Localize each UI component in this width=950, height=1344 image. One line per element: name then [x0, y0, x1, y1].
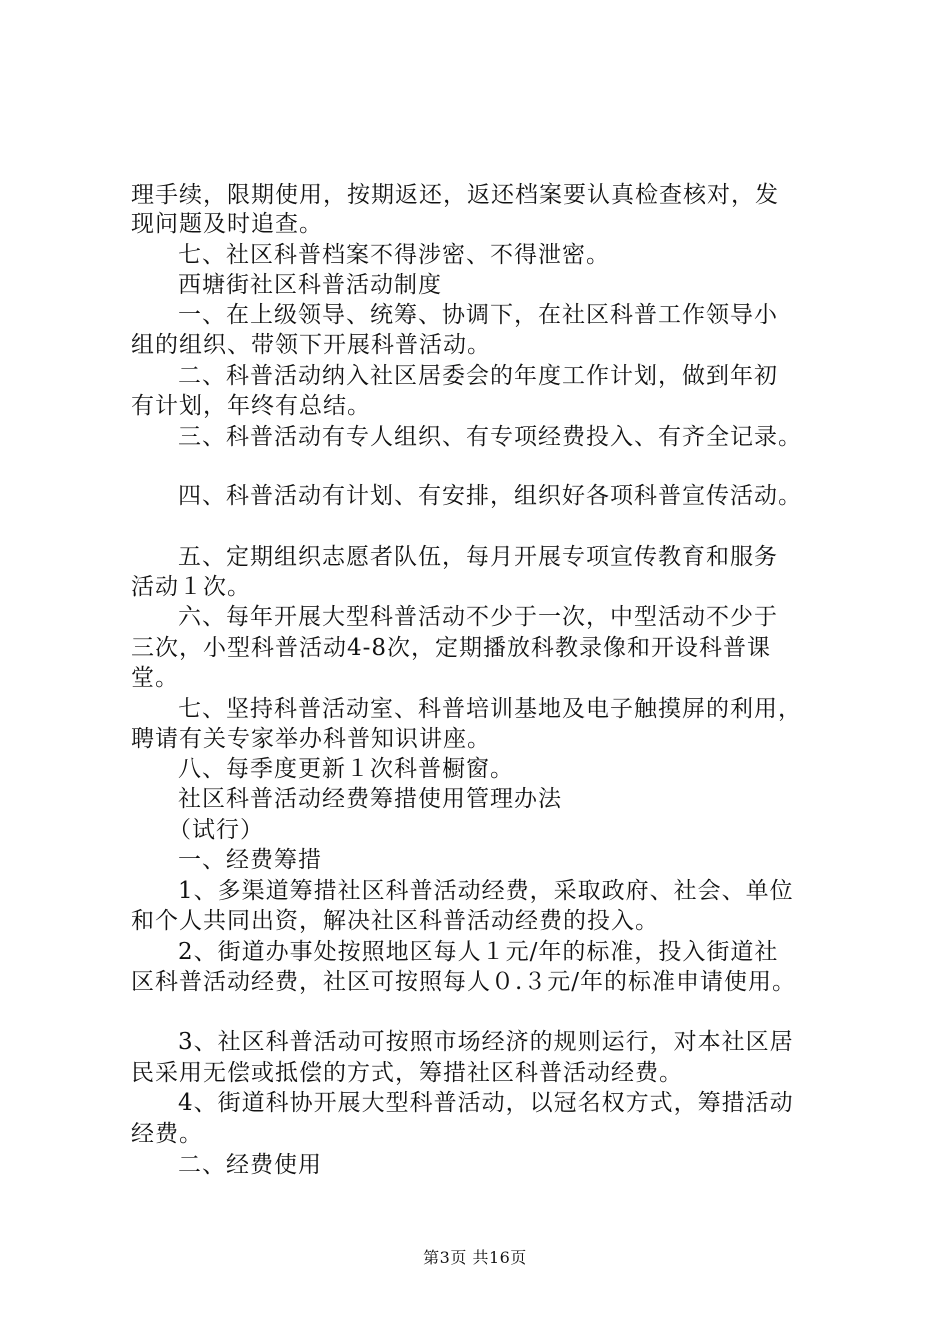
- text-line: 八、每季度更新１次科普橱窗。: [178, 756, 514, 782]
- text-line: 民采用无偿或抵偿的方式，筹措社区科普活动经费。: [131, 1060, 683, 1086]
- section-subtitle: （试行）: [168, 817, 264, 843]
- text-line: 4、街道科协开展大型科普活动，以冠名权方式，筹措活动: [178, 1090, 794, 1116]
- text-line: 四、科普活动有计划、有安排，组织好各项科普宣传活动。: [178, 483, 802, 509]
- text-line: 3、社区科普活动可按照市场经济的规则运行，对本社区居: [178, 1029, 794, 1055]
- text-line: 和个人共同出资，解决社区科普活动经费的投入。: [131, 908, 659, 934]
- text-line: 活动１次。: [131, 574, 251, 600]
- text-line: 1、多渠道筹措社区科普活动经费，采取政府、社会、单位: [178, 878, 794, 904]
- text-line: 五、定期组织志愿者队伍，每月开展专项宣传教育和服务: [178, 544, 778, 570]
- text-line: 区科普活动经费，社区可按照每人０.３元/年的标准申请使用。: [131, 969, 797, 995]
- text-line: 堂。: [131, 665, 179, 691]
- section-heading: 二、经费使用: [178, 1152, 322, 1178]
- page-footer: 第3页 共16页: [423, 1248, 527, 1267]
- text-line: 现问题及时追查。: [131, 211, 323, 237]
- text-line: 有计划，年终有总结。: [131, 393, 371, 419]
- text-line: 七、社区科普档案不得涉密、不得泄密。: [178, 242, 610, 268]
- text-line: 一、在上级领导、统筹、协调下，在社区科普工作领导小: [178, 302, 778, 328]
- text-line: 三次，小型科普活动4-8次，定期播放科教录像和开设科普课: [131, 635, 772, 661]
- text-line: 三、科普活动有专人组织、有专项经费投入、有齐全记录。: [178, 424, 802, 450]
- section-title: 西塘街社区科普活动制度: [178, 272, 442, 298]
- text-line: 组的组织、带领下开展科普活动。: [131, 332, 491, 358]
- text-line: 2、街道办事处按照地区每人１元/年的标准，投入街道社: [178, 939, 779, 965]
- text-line: 七、坚持科普活动室、科普培训基地及电子触摸屏的利用，: [178, 696, 802, 722]
- text-line: 理手续，限期使用，按期返还，返还档案要认真检查核对，发: [131, 182, 779, 208]
- text-line: 聘请有关专家举办科普知识讲座。: [131, 726, 491, 752]
- text-line: 二、科普活动纳入社区居委会的年度工作计划，做到年初: [178, 363, 778, 389]
- section-heading: 一、经费筹措: [178, 847, 322, 873]
- text-line: 六、每年开展大型科普活动不少于一次，中型活动不少于: [178, 604, 778, 630]
- section-title: 社区科普活动经费筹措使用管理办法: [178, 786, 562, 812]
- text-line: 经费。: [131, 1121, 203, 1147]
